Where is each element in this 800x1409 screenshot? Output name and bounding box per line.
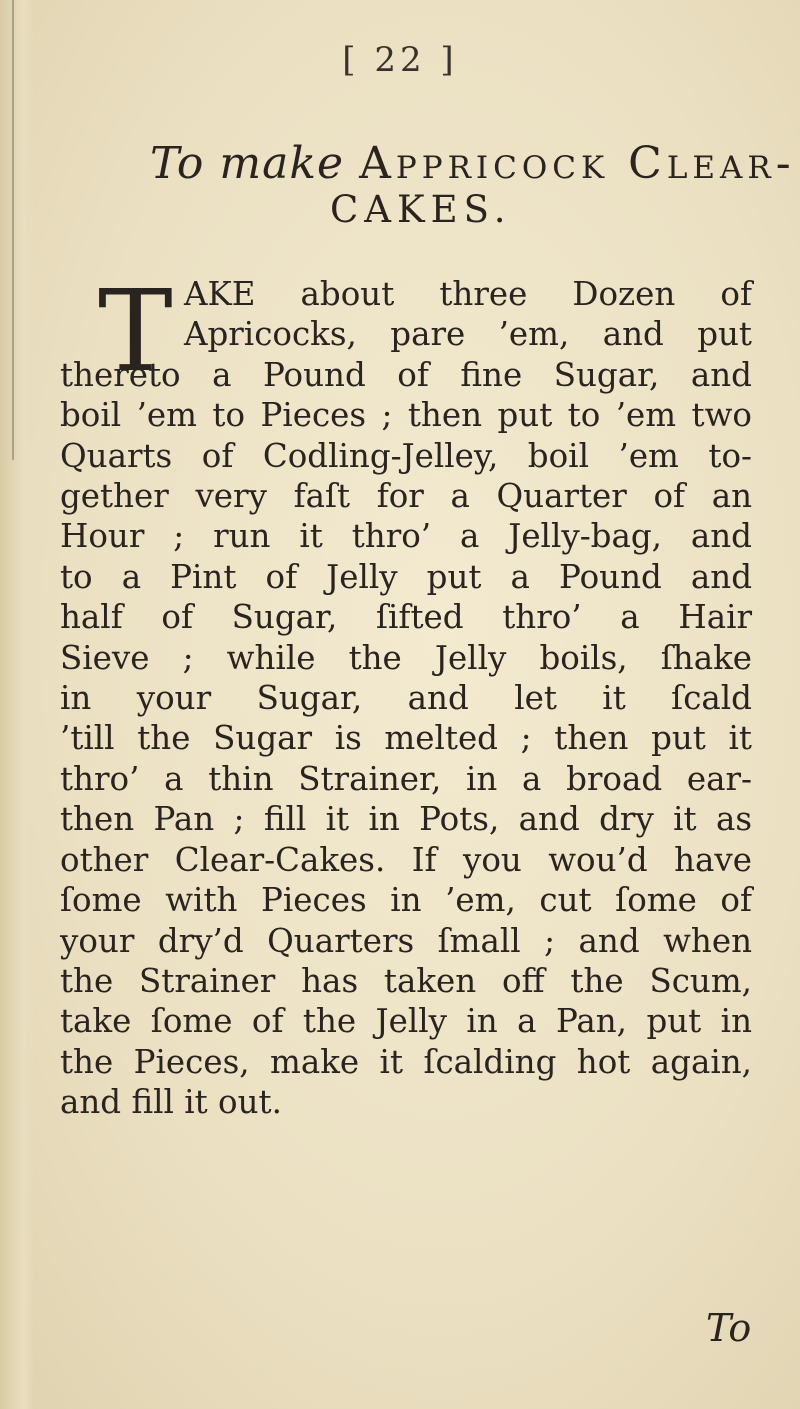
recipe-title-line2: CAKES.	[330, 188, 512, 231]
drop-cap: T	[98, 267, 173, 397]
gutter-line	[12, 0, 14, 460]
body-line: boil ’em to Pieces ; then put to ’em two	[60, 396, 752, 435]
body-line: ’till the Sugar is melted ; then put it	[60, 719, 752, 758]
body-line: your dry’d Quarters ſmall ; and when	[60, 921, 752, 960]
body-line: Sieve ; while the Jelly boils, ſhake	[60, 638, 752, 677]
body-line: thereto a Pound of fine Sugar, and	[60, 355, 752, 394]
body-line: the Strainer has taken off the Scum,	[60, 961, 752, 1000]
body-line: gether very faſt for a Quarter of an	[60, 477, 752, 516]
body-line: the Pieces, make it ſcalding hot again,	[60, 1042, 752, 1081]
body-line: AKE about three Dozen of	[184, 275, 752, 313]
recipe-title	[150, 140, 800, 188]
body-line: and fill it out.	[60, 1083, 282, 1122]
body-line: Apricocks, pare ’em, and put	[184, 315, 752, 354]
body-line: Quarts of Codling-Jelley, boil ’em to-	[60, 436, 752, 475]
catchword: To	[706, 1306, 752, 1350]
page-gutter	[0, 0, 34, 1409]
title-caps: Appricock Clear-	[359, 138, 796, 189]
body-line: ſome with Pieces in ’em, cut ſome of	[60, 881, 752, 920]
body-line: in your Sugar, and let it ſcald	[60, 679, 752, 718]
body-line: take ſome of the Jelly in a Pan, put in	[60, 1002, 752, 1041]
title-lead: To make	[150, 138, 345, 189]
body-line: then Pan ; fill it in Pots, and dry it as	[60, 800, 752, 839]
body-line: half of Sugar, ſifted thro’ a Hair	[60, 598, 752, 637]
body-line: to a Pint of Jelly put a Pound and	[60, 557, 752, 596]
recipe-body	[60, 267, 752, 1123]
body-line: thro’ a thin Strainer, in a broad ear-	[60, 759, 752, 798]
page-number: [ 22 ]	[342, 40, 458, 80]
body-line: other Clear-Cakes. If you wou’d have	[60, 840, 752, 879]
body-line: Hour ; run it thro’ a Jelly-bag, and	[60, 517, 752, 556]
